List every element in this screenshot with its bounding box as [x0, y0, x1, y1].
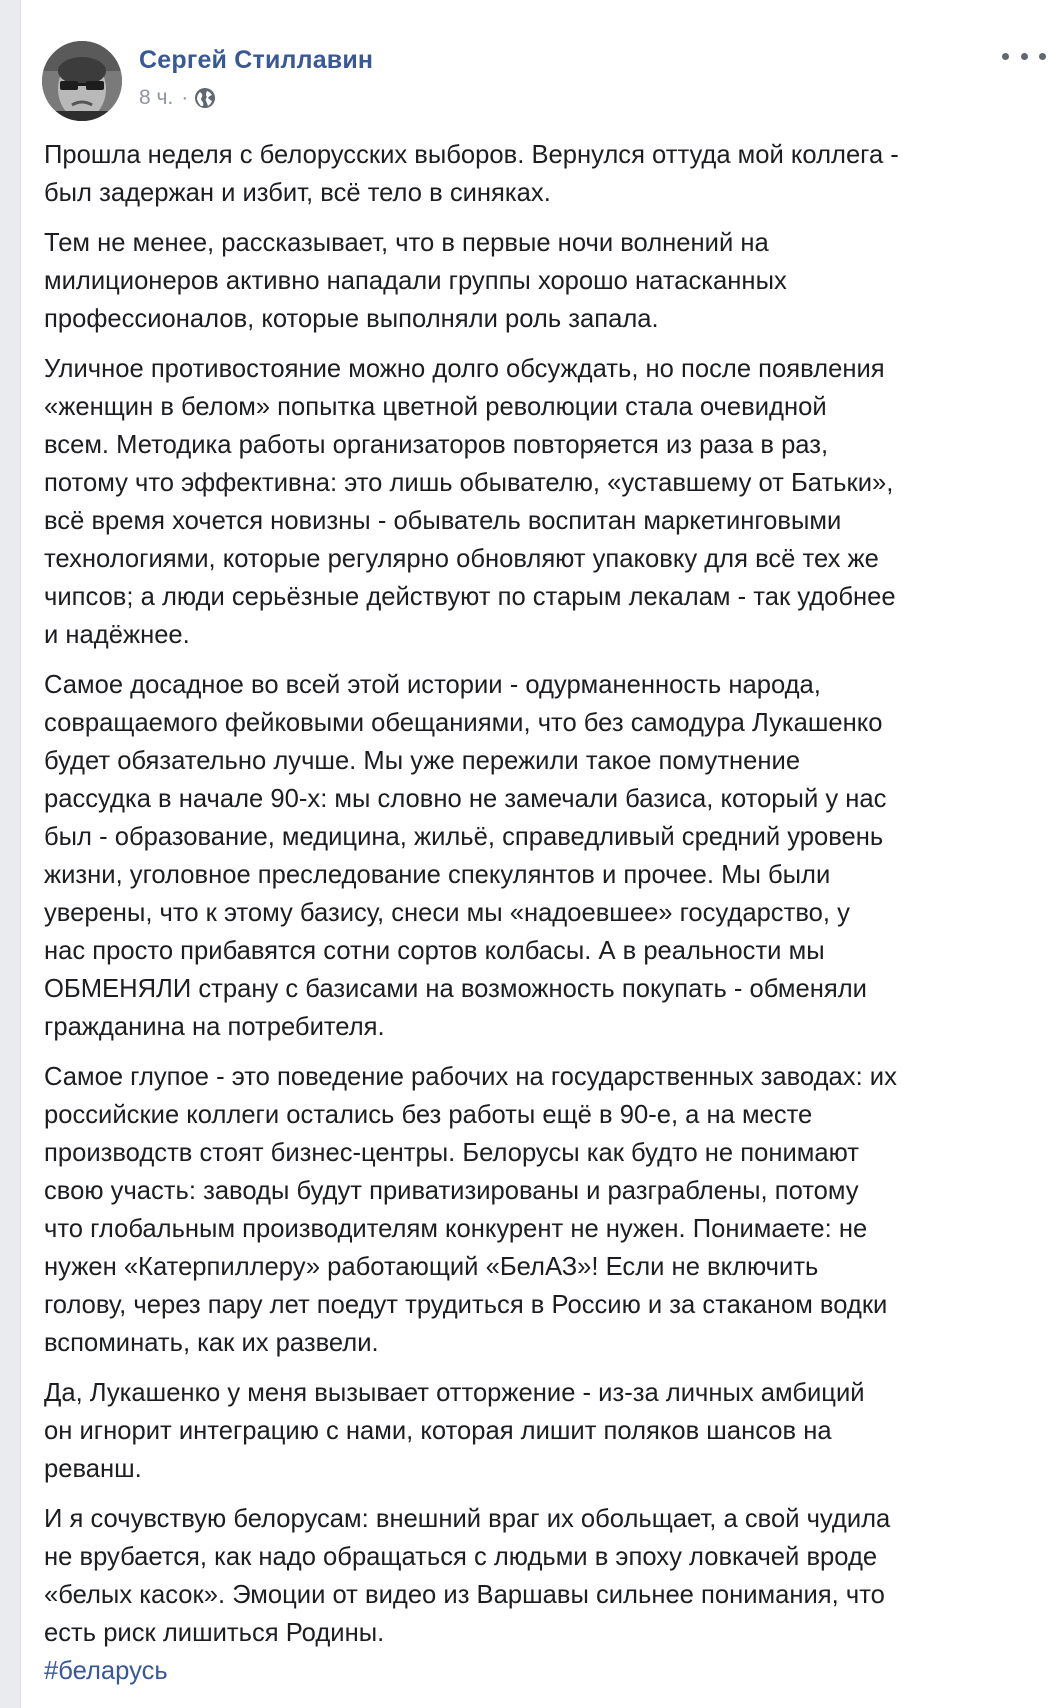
more-dot — [1002, 53, 1009, 60]
avatar-photo-icon — [42, 41, 122, 121]
meta-separator: · — [181, 86, 189, 109]
author-avatar[interactable] — [42, 41, 122, 121]
author-name[interactable]: Сергей Стиллавин — [139, 46, 374, 74]
post-meta — [139, 86, 216, 110]
more-options-button[interactable] — [1002, 44, 1046, 68]
post-paragraph: Самое глупое - это поведение рабочих на государственных заводах: их российские коллеги остались без работы ещё в 90-е, а на месте производств стоят бизнес-центры. Белорусы как будто не понимают свою участь: заводы будут приватизированы и разграблены, потому что глобальным производителям конкурент не нужен. Понимаете: не нужен «Катерпиллеру» работающий «БелАЗ»! Если не включить голову, через пару лет поедут трудиться в Россию и за стаканом водки вспоминать, как их развели. — [44, 1063, 897, 1357]
post-body — [44, 136, 1044, 1664]
more-dot — [1039, 53, 1046, 60]
post-paragraph: Да, Лукашенко у меня вызывает отторжение - из-за личных амбиций он игнорит интеграцию с нами, которая лишит поляков шансов на реванш. — [44, 1379, 865, 1483]
post-paragraph: Прошла неделя с белорусских выборов. Вернулся оттуда мой коллега - был задержан и избит, всё тело в синяках. — [44, 141, 899, 207]
post-paragraph: Тем не менее, рассказывает, что в первые ночи волнений на милиционеров активно нападали группы хорошо натасканных профессионалов, которые выполняли роль запала. — [44, 229, 787, 333]
more-dot — [1021, 53, 1028, 60]
post-paragraph: Самое досадное во всей этой истории - одурманенность народа, совращаемого фейковыми обещаниями, что без самодура Лукашенко будет обязательно лучше. Мы уже пережили такое помутнение рассудка в начале 90-х: мы словно не замечали базиса, который у нас был - образование, медицина, жильё, справедливый средний уровень жизни, уголовное преследование спекулянтов и прочее. Мы были уверены, что к этому базису, снеси мы «надоевшее» государство, у нас просто прибавятся сотни сортов колбасы. А в реальности мы ОБМЕНЯЛИ страну с базисами на возможность покупать - обменяли гражданина на потребителя. — [44, 671, 887, 1041]
post-paragraph: Уличное противостояние можно долго обсуждать, но после появления «женщин в белом» попытка цветной революции стала очевидной всем. Методика работы организаторов повторяется из раза в раз, потому что эффективна: это лишь обывателю, «уставшему от Батьки», всё время хочется новизны - обыватель воспитан маркетинговыми технологиями, которые регулярно обновляют упаковку для всё тех же чипсов; а люди серьёзные действуют по старым лекалам - так удобнее и надёжнее. — [44, 355, 896, 649]
facebook-post — [20, 0, 1062, 1708]
hashtag-link[interactable]: #беларусь — [44, 1657, 168, 1685]
globe-icon[interactable] — [194, 87, 216, 109]
post-timestamp[interactable]: 8 ч. — [139, 86, 174, 109]
post-paragraph: И я сочувствую белорусам: внешний враг их обольщает, а свой чудила не врубается, как надо обращаться с людьми в эпоху ловкачей вроде «белых касок». Эмоции от видео из Варшавы сильнее понимания, что есть риск лишиться Родины. — [44, 1505, 891, 1647]
